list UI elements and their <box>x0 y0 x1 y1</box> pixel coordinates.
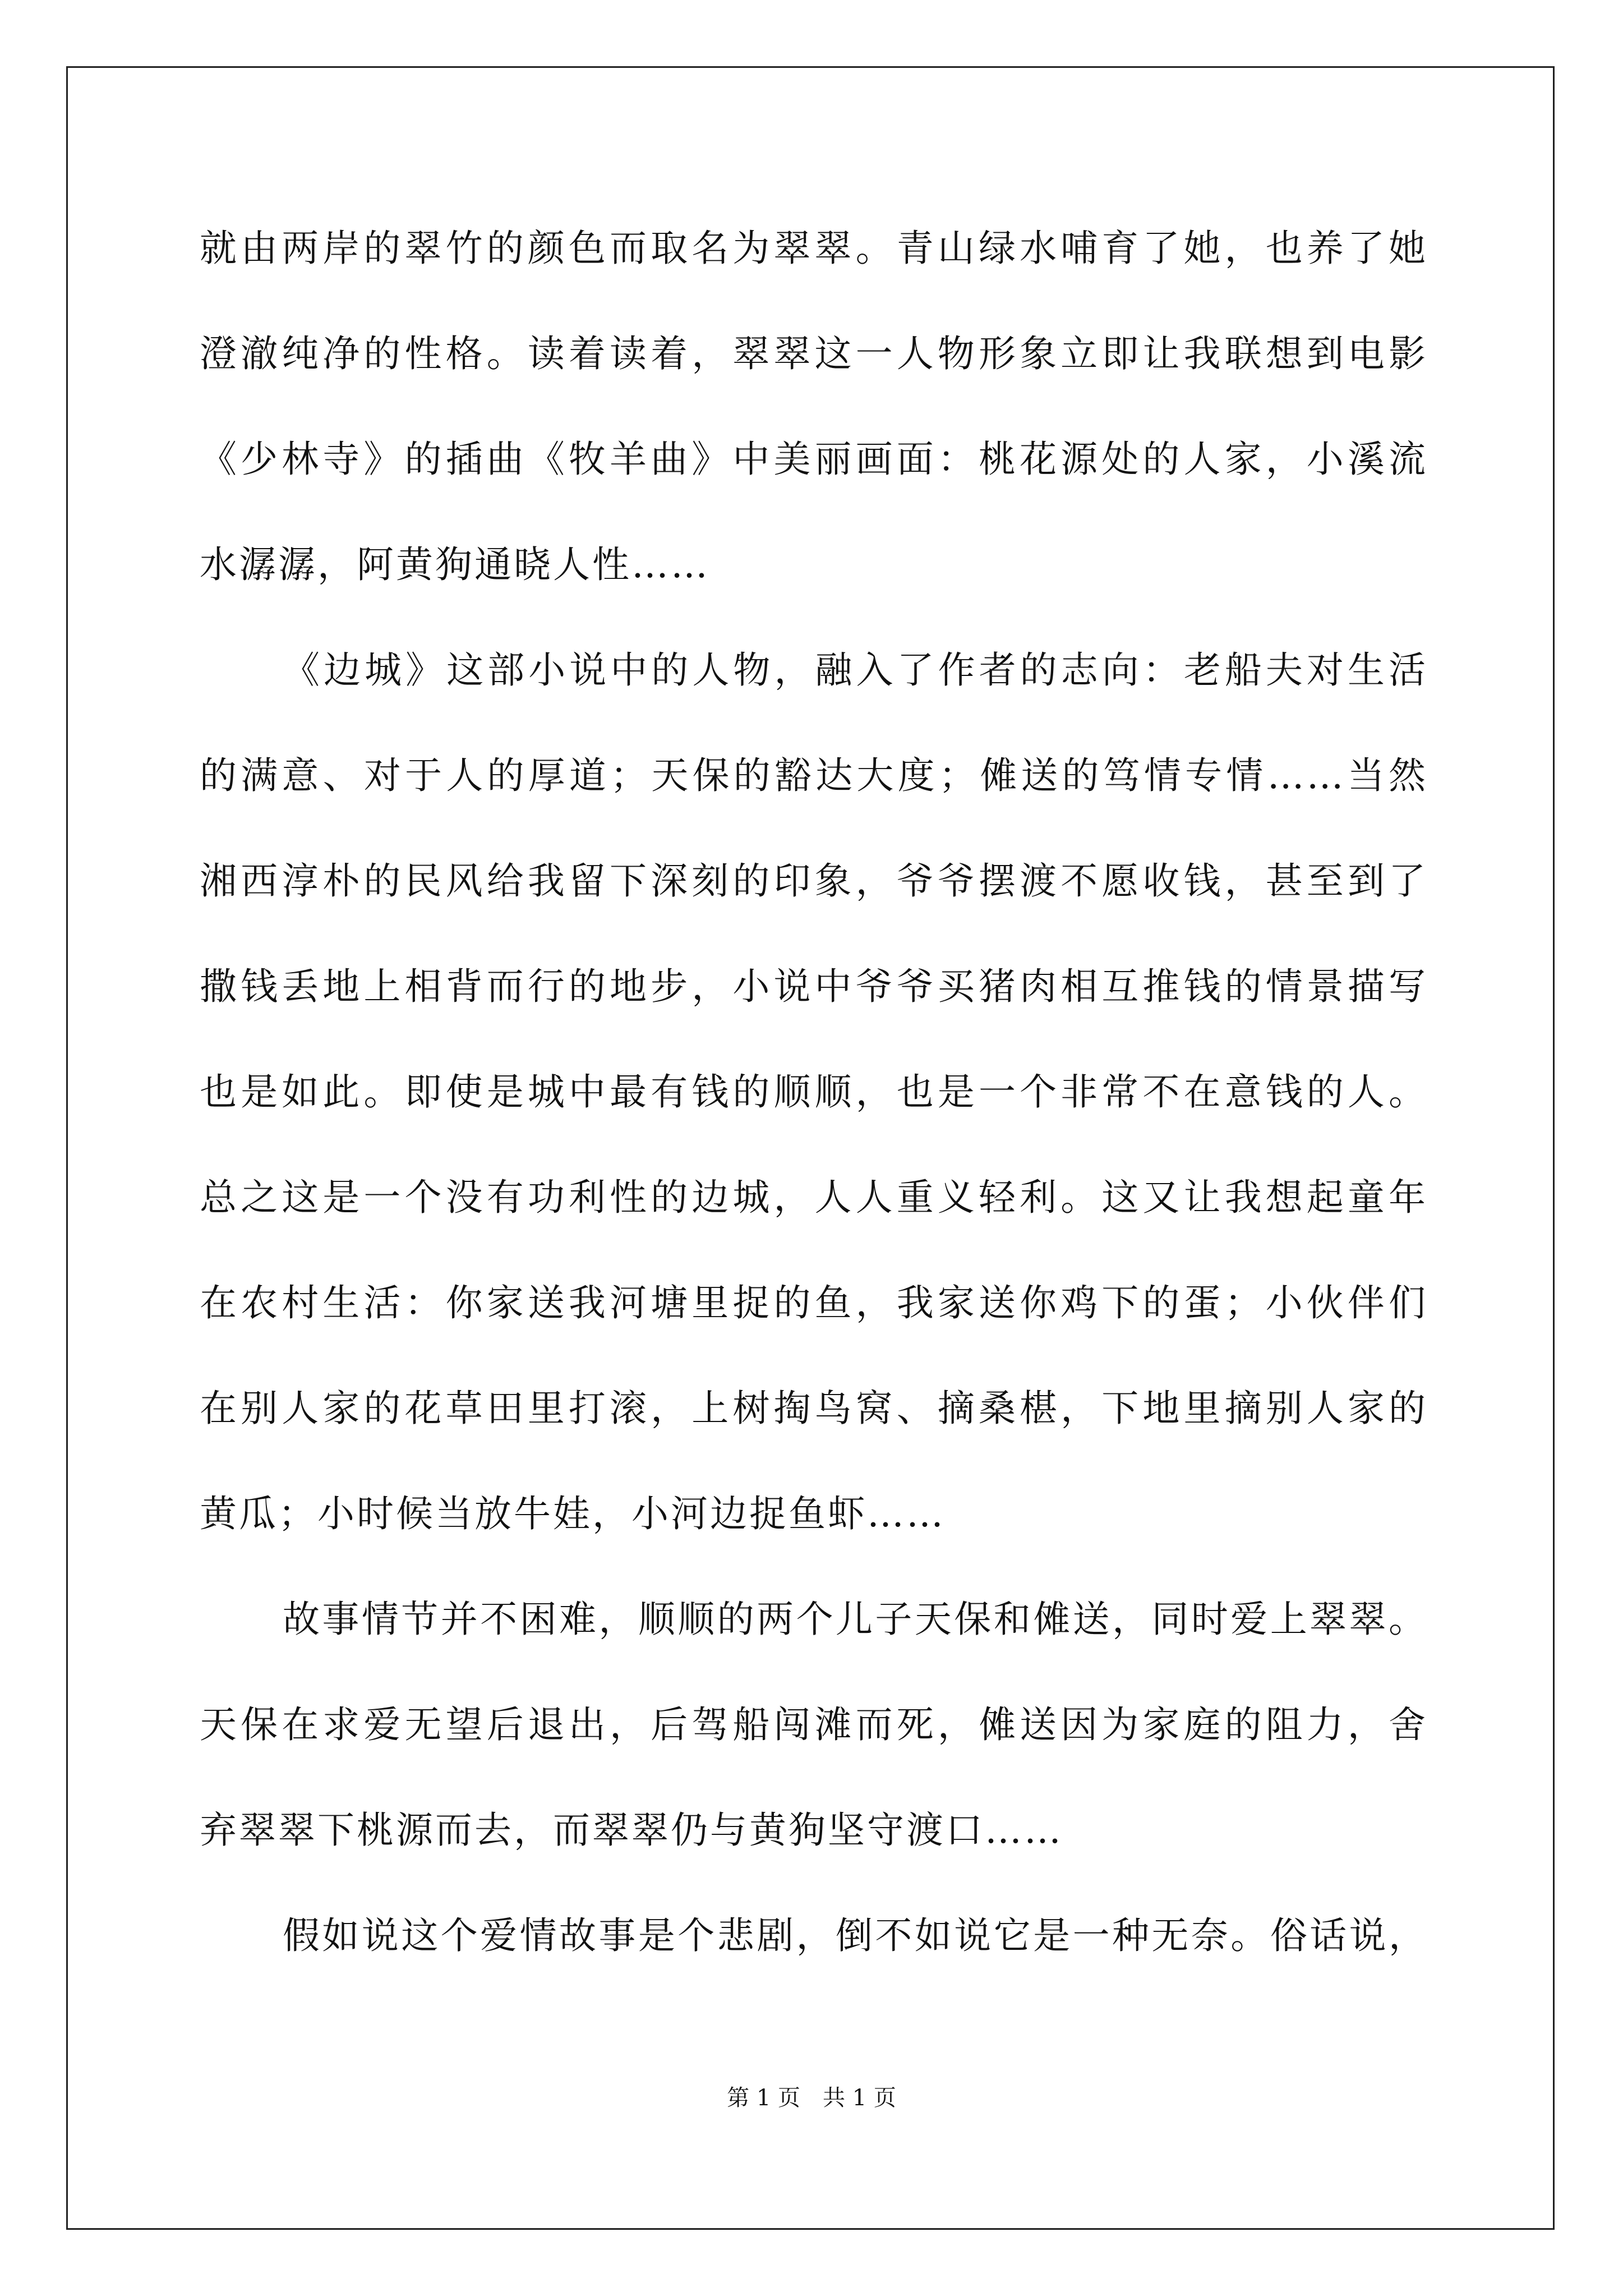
text-line: 弃翠翠下桃源而去，而翠翠仍与黄狗坚守渡口…… <box>200 1809 1063 1852</box>
text-line: 在别人家的花草田里打滚，上树掏鸟窝、摘桑椹，下地里摘别人家的 <box>200 1387 1428 1430</box>
text-line: 撒钱丢地上相背而行的地步，小说中爷爷买猪肉相互推钱的情景描写 <box>200 965 1428 1008</box>
text-line: 澄澈纯净的性格。读着读着，翠翠这一人物形象立即让我联想到电影 <box>200 332 1428 375</box>
page-number-footer: 第 1 页 共 1 页 <box>727 2085 896 2111</box>
paragraph-first-line: 假如说这个爱情故事是个悲剧，倒不如说它是一种无奈。俗话说， <box>283 1914 1428 1957</box>
text-line: 《少林寺》的插曲《牧羊曲》中美丽画面：桃花源处的人家，小溪流 <box>200 438 1428 481</box>
page-border <box>66 66 1555 2230</box>
text-line: 黄瓜；小时候当放牛娃，小河边捉鱼虾…… <box>200 1492 946 1535</box>
text-line: 总之这是一个没有功利性的边城，人人重义轻利。这又让我想起童年 <box>200 1176 1428 1219</box>
text-line: 也是如此。即使是城中最有钱的顺顺，也是一个非常不在意钱的人。 <box>200 1070 1428 1114</box>
text-line: 湘西淳朴的民风给我留下深刻的印象，爷爷摆渡不愿收钱，甚至到了 <box>200 859 1428 903</box>
text-line: 就由两岸的翠竹的颜色而取名为翠翠。青山绿水哺育了她，也养了她 <box>200 227 1428 270</box>
text-line: 的满意、对于人的厚道；天保的豁达大度；傩送的笃情专情……当然 <box>200 754 1428 797</box>
paragraph-first-line: 故事情节并不困难，顺顺的两个儿子天保和傩送，同时爱上翠翠。 <box>283 1598 1428 1641</box>
text-line: 水潺潺，阿黄狗通晓人性…… <box>200 543 710 586</box>
text-line: 在农村生活：你家送我河塘里捉的鱼，我家送你鸡下的蛋；小伙伴们 <box>200 1281 1428 1324</box>
text-line: 天保在求爱无望后退出，后驾船闯滩而死，傩送因为家庭的阻力，舍 <box>200 1703 1428 1746</box>
paragraph-first-line: 《边城》这部小说中的人物，融入了作者的志向：老船夫对生活 <box>283 648 1428 692</box>
